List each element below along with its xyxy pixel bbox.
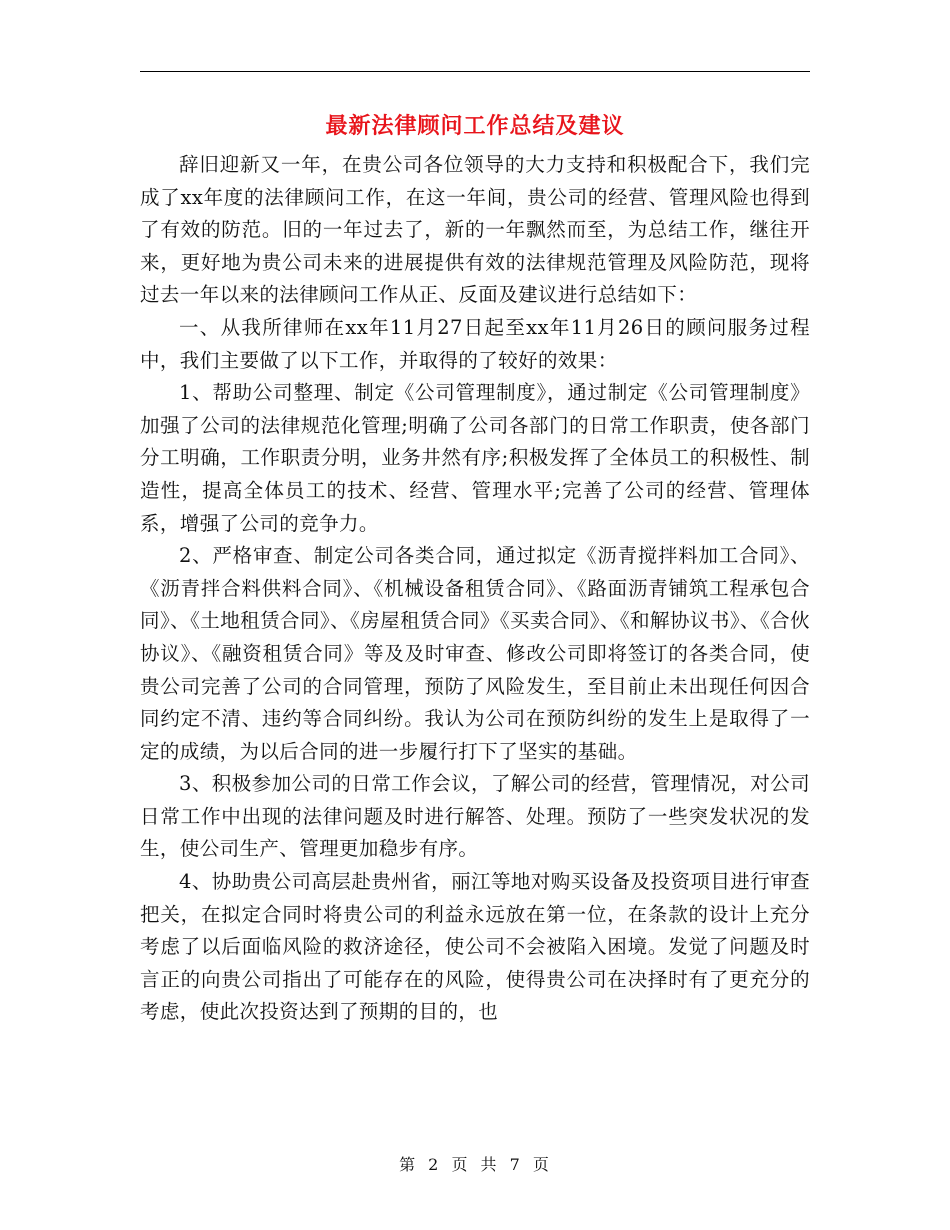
paragraph-intro: 辞旧迎新又一年，在贵公司各位领导的大力支持和积极配合下，我们完成了xx年度的法律顾问工作，在这一年间，贵公司的经营、管理风险也得到了有效的防范。旧的一年过去了，新的一年飘然而至，为总结工作，继往开来，更好地为贵公司未来的进展提供有效的法律规范管理及风险防范，现将过去一年以来的法律顾问工作从正、反面及建议进行总结如下： xyxy=(140,153,810,307)
paragraph-item-2: 2、严格审查、制定公司各类合同，通过拟定《沥青搅拌料加工合同》、《沥青拌合料供料合同》、《机械设备租赁合同》、《路面沥青铺筑工程承包合同》、《土地租赁合同》、《房屋租赁合同》《买卖合同》、《和解协议书》、《合伙协议》、《融资租赁合同》等及及时审查、修改公司即将签订的各类合同，使贵公司完善了公司的合同管理，预防了风险发生，至目前止未出现任何因合同约定不清、违约等合同纠纷。我认为公司在预防纠纷的发生上是取得了一定的成绩，为以后合同的进一步履行打下了坚实的基础。 xyxy=(140,544,810,763)
header-rule xyxy=(140,71,810,72)
paragraph-item-4: 4、协助贵公司高层赴贵州省，丽江等地对购买设备及投资项目进行审查把关，在拟定合同时将贵公司的利益永远放在第一位，在条款的设计上充分考虑了以后面临风险的救济途径，使公司不会被陷入困境。发觉了问题及时言正的向贵公司指出了可能存在的风险，使得贵公司在决择时有了更充分的考虑，使此次投资达到了预期的目的，也 xyxy=(140,870,810,1024)
paragraph-section-one: 一、从我所律师在xx年11月27日起至xx年11月26日的顾问服务过程中，我们主要做了以下工作，并取得的了较好的效果： xyxy=(140,315,810,372)
document-body xyxy=(140,149,810,1029)
paragraph-item-3: 3、积极参加公司的日常工作会议，了解公司的经营，管理情况，对公司日常工作中出现的法律问题及时进行解答、处理。预防了一些突发状况的发生，使公司生产、管理更加稳步有序。 xyxy=(140,772,810,861)
document-title: 最新法律顾问工作总结及建议 xyxy=(325,113,625,139)
paragraph-item-1: 1、帮助公司整理、制定《公司管理制度》，通过制定《公司管理制度》加强了公司的法律规范化管理;明确了公司各部门的日常工作职责，使各部门分工明确，工作职责分明，业务井然有序;积极发挥了全体员工的积极性、制造性，提高全体员工的技术、经营、管理水平;完善了公司的经营、管理体系，增强了公司的竞争力。 xyxy=(140,381,810,535)
page-number-footer: 第 2 页 共 7 页 xyxy=(399,1155,551,1174)
